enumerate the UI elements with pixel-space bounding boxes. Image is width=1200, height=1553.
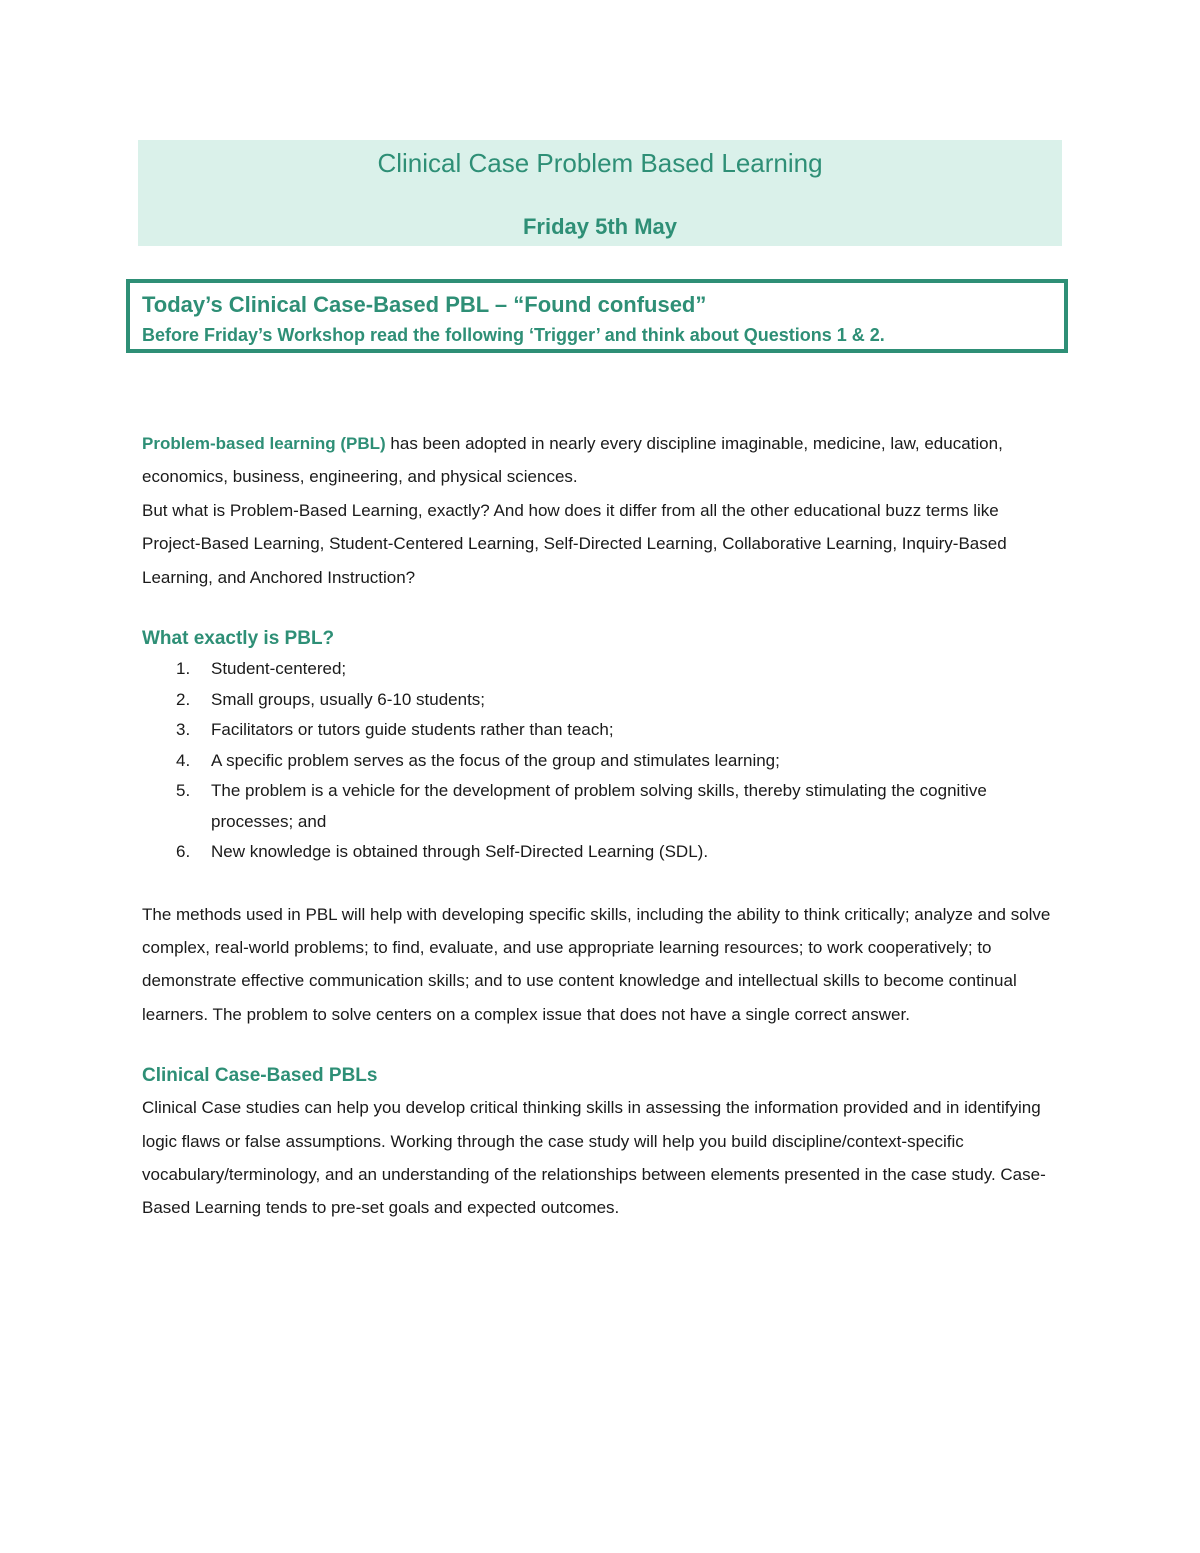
clinical-case-paragraph: Clinical Case studies can help you develop critical thinking skills in assessing the information provided and in identifying logic flaws or false assumptions. Working through the case study will help you build discipline/context-specific vocabulary/terminology, and an understanding of the relationships between elements presented in the case study. Case-Based Learning tends to pre-set goals and expected outcomes. (142, 1098, 1046, 1218)
list-number: 5. (176, 781, 191, 801)
list-item (142, 654, 1062, 685)
list-text: Small groups, usually 6-10 students; (211, 689, 486, 709)
list-text: New knowledge is obtained through Self-Directed Learning (SDL). (211, 842, 709, 862)
list-number: 6. (176, 842, 191, 862)
intro-paragraph (142, 427, 1062, 494)
intro-question-paragraph: But what is Problem-Based Learning, exactly? And how does it differ from all the other educational buzz terms like Project-Based Learning, Student-Centered Learning, Self-Directed Learning, Collaborative Learning, Inquiry-Based Learning, and Anchored Instruction? (142, 500, 1007, 587)
list-text: The problem is a vehicle for the development of problem solving skills, thereby stimulating the cognitive processes; and (211, 781, 987, 831)
list-item (142, 715, 1062, 746)
list-number: 2. (176, 689, 191, 709)
trigger-title: Today’s Clinical Case-Based PBL – “Found confused” (142, 292, 707, 317)
what-is-pbl-heading: What exactly is PBL? (142, 628, 335, 650)
list-item (142, 776, 1062, 837)
pbl-characteristics-list (142, 654, 1062, 868)
list-number: 4. (176, 750, 191, 770)
document-body (142, 427, 1062, 1225)
document-date: Friday 5th May (522, 214, 678, 239)
list-text: A specific problem serves as the focus of the group and stimulates learning; (211, 750, 780, 770)
title-banner (138, 140, 1062, 246)
list-item (142, 685, 1062, 716)
clinical-case-heading: Clinical Case-Based PBLs (142, 1065, 378, 1087)
intro-term: Problem-based learning (PBL) (142, 434, 386, 453)
list-number: 1. (176, 659, 191, 679)
list-item (142, 837, 1062, 868)
list-text: Facilitators or tutors guide students rather than teach; (211, 720, 614, 740)
intro-text: has been adopted in nearly every discipline imaginable, medicine, law, education, economics, business, engineering, and physical sciences. (142, 434, 1003, 487)
methods-paragraph: The methods used in PBL will help with developing specific skills, including the ability to think critically; analyze and solve complex, real-world problems; to find, evaluate, and use appropriate learning resources; to work cooperatively; to demonstrate effective communication skills; and to use content knowledge and intellectual skills to become continual learners. The problem to solve centers on a complex issue that does not have a single correct answer. (142, 904, 1051, 1024)
trigger-instructions: Before Friday’s Workshop read the following ‘Trigger’ and think about Questions 1 & 2. (142, 325, 885, 345)
list-text: Student-centered; (211, 659, 347, 679)
document-title: Clinical Case Problem Based Learning (377, 148, 823, 178)
trigger-box (126, 279, 1068, 353)
list-item (142, 746, 1062, 777)
list-number: 3. (176, 720, 191, 740)
